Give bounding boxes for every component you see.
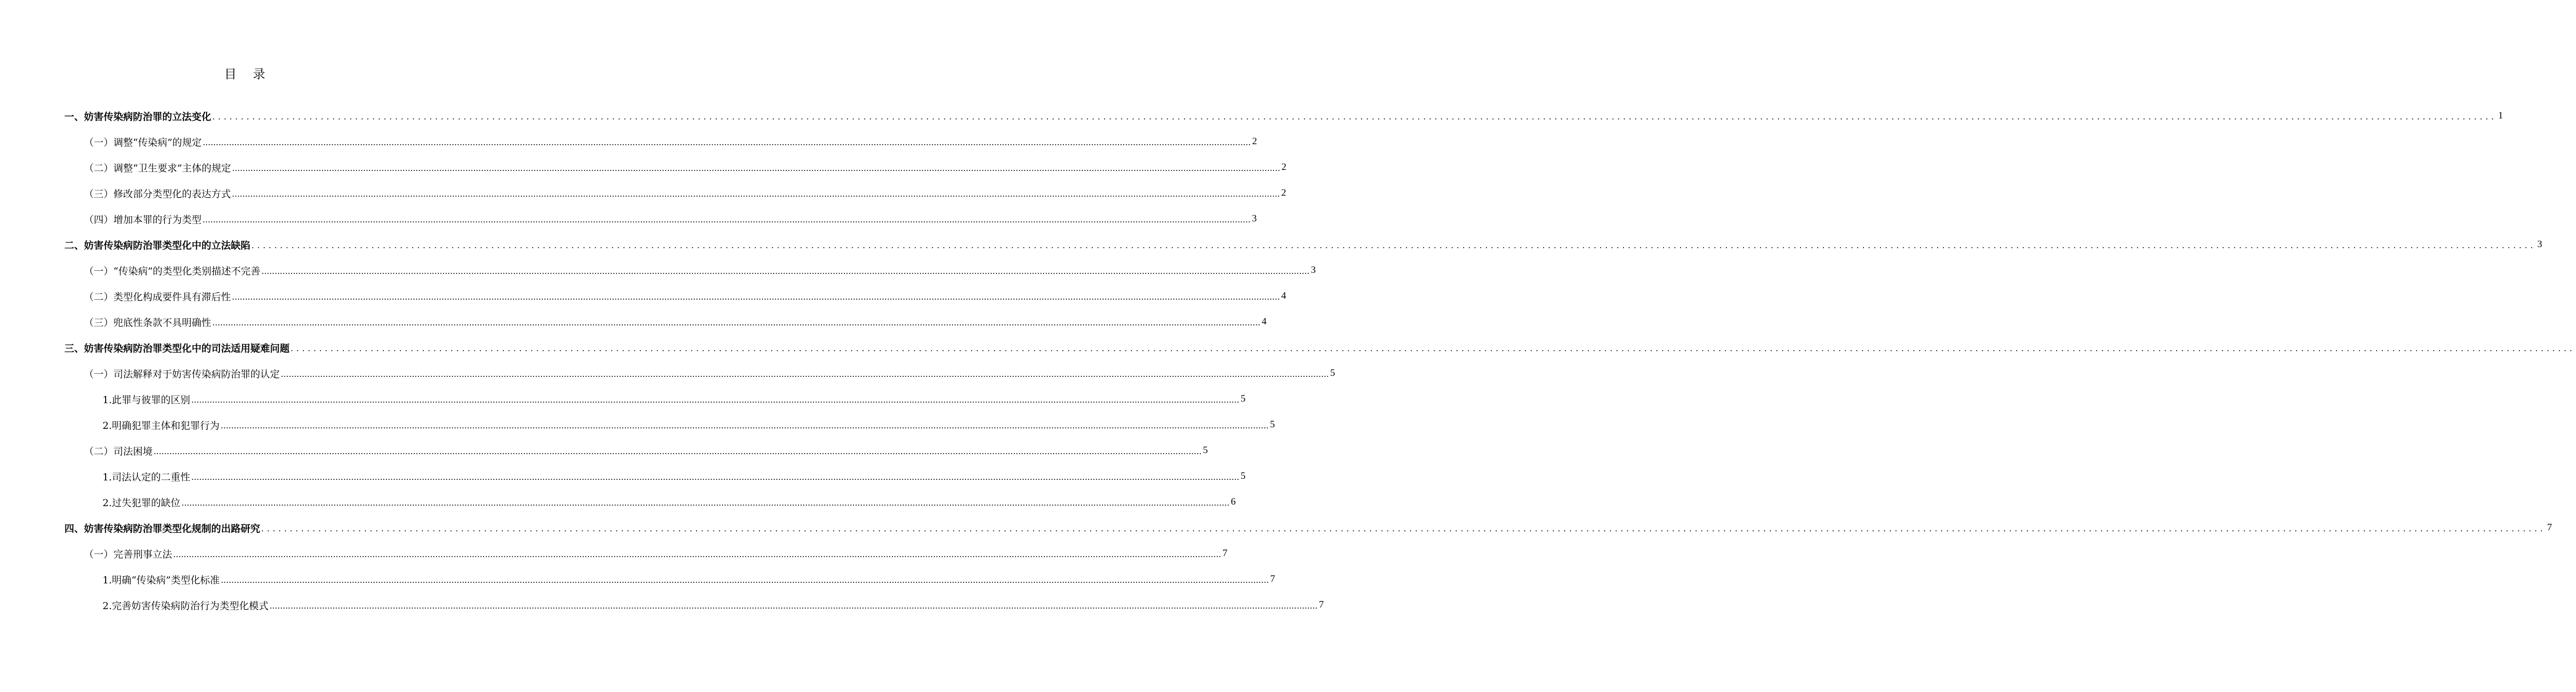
toc-entry[interactable] [0,335,2575,360]
toc-entry[interactable] [0,232,2543,257]
toc-entry[interactable] [0,412,1275,438]
toc-entry[interactable] [0,154,1286,180]
dot-leader: ................................................................................................................................................................................................................................................................................................................................................................................................................ [202,137,1251,147]
dot-leader: ................................................................................................................................................................................................................................................................................................................................................................................................................ [269,600,1318,611]
dot-leader: ................................................................................................................................................................................................................................................................................................................................................................................................................ [232,291,1280,302]
dot-leader: ................................................................................................................................................................................................................................................................................................................................................................................................................ [154,446,1202,456]
toc-entry[interactable] [0,489,1236,515]
toc-page-number: 5 [1270,419,1275,430]
toc-page-number: 5 [1202,445,1208,456]
toc-page-number: 6 [1231,496,1236,507]
dot-leader: ................................................................................................................................................................................................................................................................................................................................................................................................................ [281,369,1329,379]
toc-entry-title: （一）调整“传染病”的规定 [84,136,202,148]
toc-page-number: 7 [1319,599,1324,610]
toc-entry-title: 2.过失犯罪的缺位 [103,497,181,509]
toc-entry-title: （一）“传染病”的类型化类别描述不完善 [84,265,261,277]
dot-leader: ................................................................................................................................................................................................................................................................................................................................................................................................................ [212,111,2497,122]
toc-entry-title: 2.明确犯罪主体和犯罪行为 [103,420,220,431]
toc-page-number: 5 [1241,471,1246,481]
toc-entry[interactable] [0,257,1316,283]
dot-leader: ................................................................................................................................................................................................................................................................................................................................................................................................................ [181,497,1230,508]
page-title: 目 录 [224,67,272,81]
dot-leader: ................................................................................................................................................................................................................................................................................................................................................................................................................ [221,575,1269,585]
dot-leader: ................................................................................................................................................................................................................................................................................................................................................................................................................ [191,394,1240,405]
toc-page-number: 5 [1241,393,1246,404]
toc-entry-title: 1.此罪与彼罪的区别 [103,394,191,406]
toc-entry[interactable] [0,129,1257,154]
toc-entry-title: 二、妨害传染病防治罪类型化中的立法缺陷 [64,239,251,251]
toc-page-number: 2 [1281,187,1286,198]
toc-entry-title: 三、妨害传染病防治罪类型化中的司法适用疑难问题 [64,342,290,354]
toc-entry[interactable] [0,283,1286,309]
toc-page-number: 1 [2498,110,2503,121]
dot-leader: ................................................................................................................................................................................................................................................................................................................................................................................................................ [261,523,2546,533]
dot-leader: ................................................................................................................................................................................................................................................................................................................................................................................................................ [191,472,1240,482]
toc-entry-title: （四）增加本罪的行为类型 [84,214,202,226]
dot-leader: ................................................................................................................................................................................................................................................................................................................................................................................................................ [212,317,1261,327]
toc-entry[interactable] [0,463,1246,489]
toc-page-number: 3 [1311,265,1316,275]
toc-entry-title: （二）类型化构成要件具有滞后性 [84,291,231,303]
toc-entry[interactable] [0,438,1208,463]
toc-entry-title: （一）司法解释对于妨害传染病防治罪的认定 [84,368,280,380]
toc-entry[interactable] [0,180,1286,206]
toc-page-number: 4 [1281,290,1286,301]
toc-page-number: 3 [1251,213,1257,224]
toc-entry[interactable] [0,360,1335,386]
toc-entry-title: （三）兜底性条款不具明确性 [84,317,212,328]
toc-page-number: 3 [2537,239,2543,250]
dot-leader: ................................................................................................................................................................................................................................................................................................................................................................................................................ [251,240,2536,250]
dot-leader: ................................................................................................................................................................................................................................................................................................................................................................................................................ [261,266,1310,276]
dot-leader: ................................................................................................................................................................................................................................................................................................................................................................................................................ [232,163,1280,173]
toc-page-number: 2 [1252,136,1257,147]
toc-entry-title: 1.明确“传染病”类型化标准 [103,574,220,586]
toc-entry[interactable] [0,206,1257,232]
toc-entry[interactable] [0,103,2503,129]
toc-entry[interactable] [0,515,2552,541]
toc-entry[interactable] [0,566,1275,592]
dot-leader: ................................................................................................................................................................................................................................................................................................................................................................................................................ [291,343,2575,353]
toc-entry-title: （一）完善刑事立法 [84,548,173,560]
toc-page-number: 7 [1222,548,1228,559]
dot-leader: ................................................................................................................................................................................................................................................................................................................................................................................................................ [232,188,1280,199]
table-of-contents [0,103,2575,618]
toc-entry[interactable] [0,309,1267,335]
toc-entry[interactable] [0,592,1324,618]
toc-entry-title: （三）修改部分类型化的表达方式 [84,188,231,200]
toc-page-number: 2 [1281,162,1286,172]
dot-leader: ................................................................................................................................................................................................................................................................................................................................................................................................................ [221,420,1269,430]
toc-entry-title: （二）司法困境 [84,445,153,457]
toc-page-number: 5 [1330,368,1335,378]
toc-entry-title: 四、妨害传染病防治罪类型化规制的出路研究 [64,523,261,534]
toc-page-number: 7 [1270,574,1275,584]
dot-leader: ................................................................................................................................................................................................................................................................................................................................................................................................................ [173,549,1222,559]
toc-entry[interactable] [0,386,1246,412]
toc-entry-title: 2.完善妨害传染病防治行为类型化模式 [103,600,269,612]
toc-entry[interactable] [0,541,1228,566]
toc-entry-title: 1.司法认定的二重性 [103,471,191,483]
toc-page-number: 7 [2547,522,2552,533]
toc-entry-title: 一、妨害传染病防治罪的立法变化 [64,111,212,123]
dot-leader: ................................................................................................................................................................................................................................................................................................................................................................................................................ [202,214,1251,224]
toc-entry-title: （二）调整“卫生要求”主体的规定 [84,162,231,174]
toc-page-number: 4 [1261,316,1267,327]
